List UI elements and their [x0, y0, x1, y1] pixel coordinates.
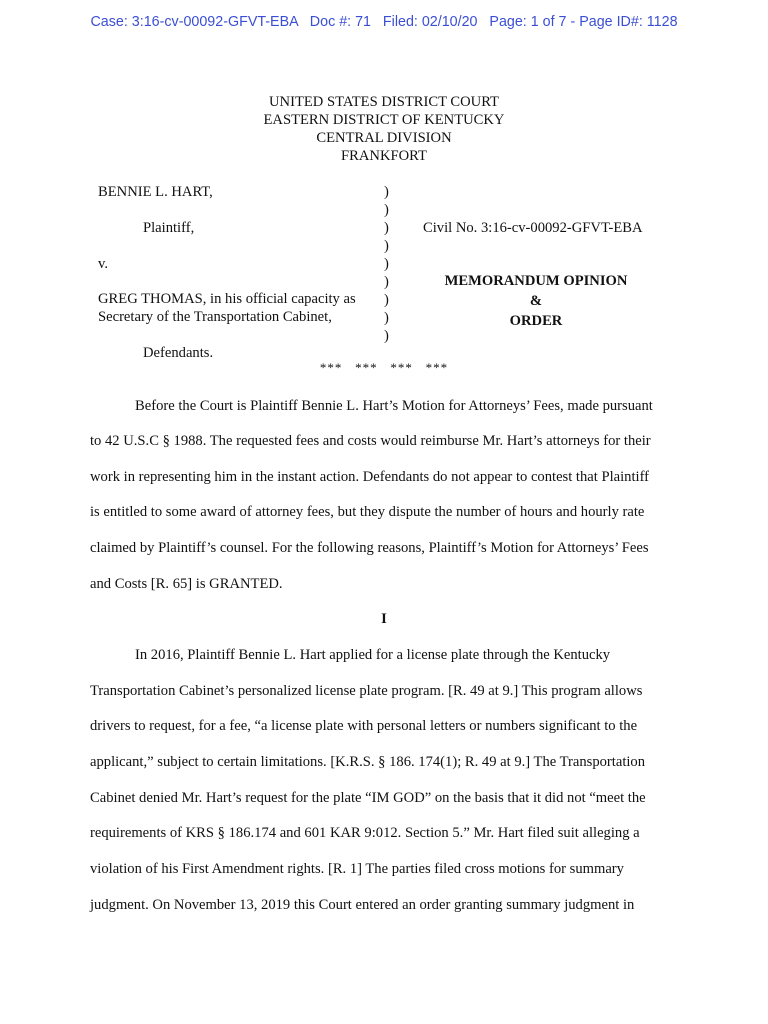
body-line: drivers to request, for a fee, “a license plate with personal letters or numbers significant to the — [90, 718, 638, 734]
paren: ) — [384, 238, 389, 254]
body-line: is entitled to some award of attorney fees, but they dispute the number of hours and hourly rate — [90, 504, 645, 520]
body-line: judgment. On November 13, 2019 this Court entered an order granting summary judgment in — [90, 897, 635, 913]
body-line: and Costs [R. 65] is GRANTED. — [90, 576, 283, 592]
section-heading: I — [381, 611, 387, 627]
title-line-2: & — [529, 293, 543, 309]
defendant-line-1: GREG THOMAS, in his official capacity as — [98, 291, 356, 307]
body-line: Transportation Cabinet’s personalized license plate program. [R. 49 at 9.] This program allows — [90, 683, 643, 699]
court-division: CENTRAL DIVISION — [316, 130, 452, 146]
caption-separator: *** *** *** *** — [319, 360, 449, 375]
plaintiff-label: Plaintiff, — [143, 220, 195, 236]
paren: ) — [384, 292, 389, 308]
paren: ) — [384, 274, 389, 290]
civil-number: Civil No. 3:16-cv-00092-GFVT-EBA — [423, 220, 643, 236]
defendants-label: Defendants. — [143, 345, 214, 361]
body-line: In 2016, Plaintiff Bennie L. Hart applied for a license plate through the Kentucky — [135, 647, 611, 663]
body-line: claimed by Plaintiff’s counsel. For the following reasons, Plaintiff’s Motion for Attorneys’ Fees — [90, 540, 649, 556]
paren: ) — [384, 256, 389, 272]
document-title — [420, 271, 652, 331]
paren: ) — [384, 220, 389, 236]
paren: ) — [384, 328, 389, 344]
paren: ) — [384, 310, 389, 326]
paren: ) — [384, 184, 389, 200]
versus: v. — [98, 256, 108, 272]
body-line: to 42 U.S.C § 1988. The requested fees and costs would reimburse Mr. Hart’s attorneys for their — [90, 433, 651, 449]
court-name: UNITED STATES DISTRICT COURT — [269, 94, 499, 110]
body-line: violation of his First Amendment rights. [R. 1] The parties filed cross motions for summary — [90, 861, 624, 877]
title-line-1: MEMORANDUM OPINION — [444, 273, 628, 289]
plaintiff-name: BENNIE L. HART, — [98, 184, 213, 200]
body-line: Cabinet denied Mr. Hart’s request for the plate “IM GOD” on the basis that it did not “meet the — [90, 790, 646, 806]
title-line-3: ORDER — [509, 313, 563, 329]
court-heading — [0, 93, 768, 165]
caption-parentheses — [384, 183, 389, 345]
body-line: requirements of KRS § 186.174 and 601 KAR 9:012. Section 5.” Mr. Hart filed suit alleging a — [90, 825, 640, 841]
defendant-line-2: Secretary of the Transportation Cabinet, — [98, 309, 332, 325]
body-line: Before the Court is Plaintiff Bennie L. Hart’s Motion for Attorneys’ Fees, made pursuant — [135, 398, 653, 414]
court-city: FRANKFORT — [341, 148, 427, 164]
body-line: work in representing him in the instant action. Defendants do not appear to contest that Plaintiff — [90, 469, 650, 485]
court-district: EASTERN DISTRICT OF KENTUCKY — [263, 112, 505, 128]
case-header-stamp: Case: 3:16-cv-00092-GFVT-EBA Doc #: 71 Filed: 02/10/20 Page: 1 of 7 - Page ID#: 1128 — [90, 14, 678, 30]
body-line: applicant,” subject to certain limitations. [K.R.S. § 186. 174(1); R. 49 at 9.] The Transportation — [90, 754, 646, 770]
paren: ) — [384, 202, 389, 218]
